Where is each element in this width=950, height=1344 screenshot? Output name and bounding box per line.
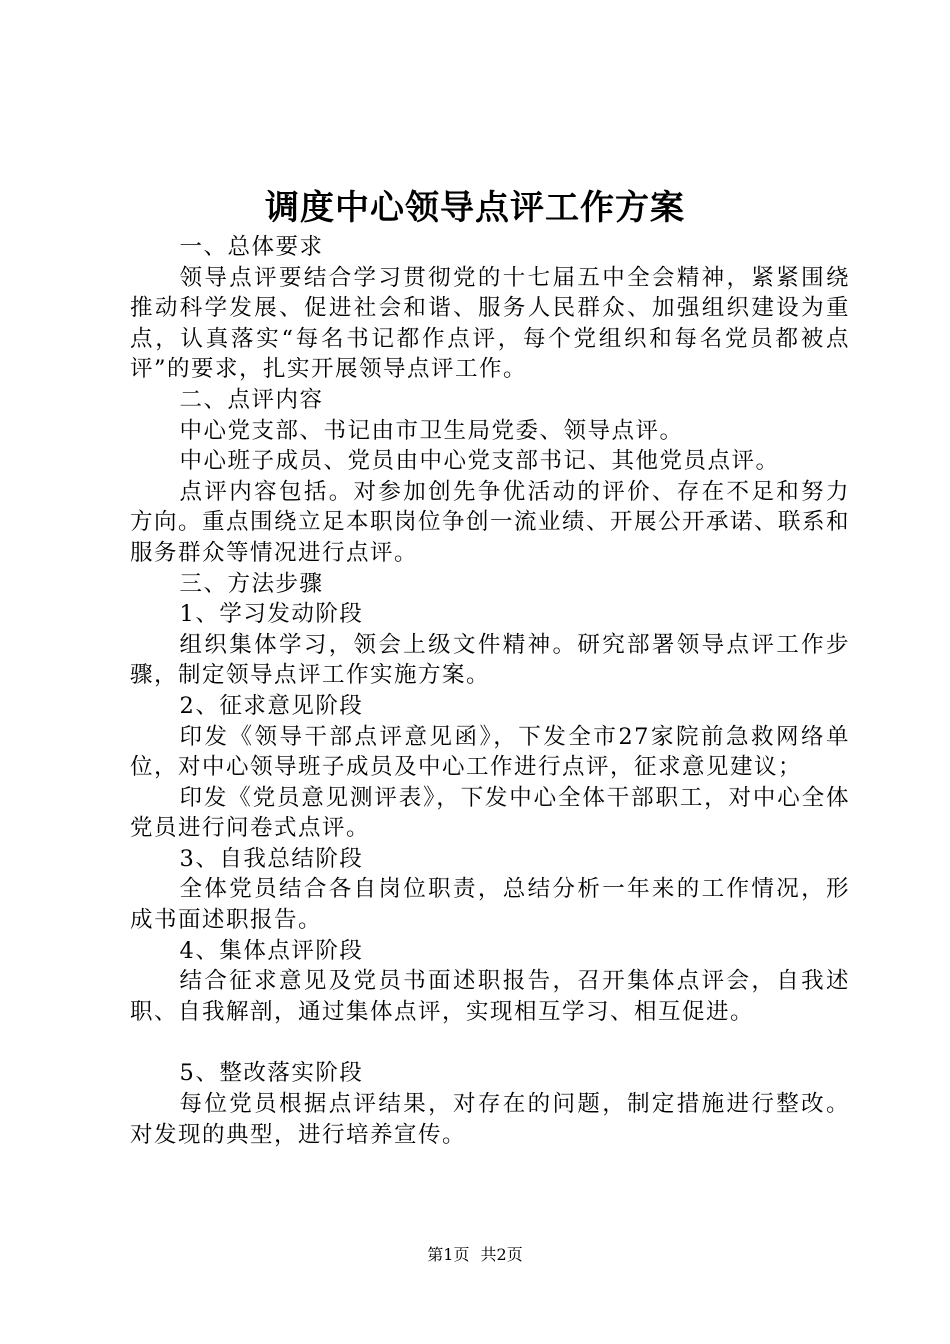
document-title: 调度中心领导点评工作方案	[265, 188, 685, 228]
section-heading: 二、点评内容	[179, 386, 324, 413]
step-heading: 1、学习发动阶段	[179, 601, 364, 628]
paragraph: 点评内容包括。对参加创先争优活动的评价、存在不足和努力方向。重点围绕立足本职岗位争创一流业绩、开展公开承诺、联系和服务群众等情况进行点评。	[130, 478, 851, 566]
section-heading: 三、方法步骤	[179, 570, 324, 597]
document-body	[130, 232, 850, 1150]
paragraph: 全体党员结合各自岗位职责，总结分析一年来的工作情况，形成书面述职报告。	[130, 876, 850, 934]
paragraph: 领导点评要结合学习贯彻党的十七届五中全会精神，紧紧围绕推动科学发展、促进社会和谐、服务人民群众、加强组织建设为重点，认真落实“每名书记都作点评，每个党组织和每名党员都被点评”的要求，扎实开展领导点评工作。	[130, 264, 850, 383]
paragraph: 组织集体学习，领会上级文件精神。研究部署领导点评工作步骤，制定领导点评工作实施方案。	[130, 631, 850, 689]
paragraph: 每位党员根据点评结果，对存在的问题，制定措施进行整改。对发现的典型，进行培养宣传。	[130, 1091, 850, 1148]
paragraph: 中心党支部、书记由市卫生局党委、领导点评。	[179, 417, 684, 444]
step-heading: 2、征求意见阶段	[179, 692, 364, 719]
section-heading: 一、总体要求	[179, 234, 324, 260]
page-footer	[0, 1244, 950, 1266]
step-heading: 4、集体点评阶段	[179, 937, 364, 964]
step-heading: 3、自我总结阶段	[179, 845, 364, 872]
paragraph: 结合征求意见及党员书面述职报告，召开集体点评会，自我述职、自我解剖，通过集体点评，实现相互学习、相互促进。	[130, 968, 850, 1025]
paragraph: 印发《党员意见测评表》，下发中心全体干部职工，对中心全体党员进行问卷式点评。	[130, 784, 850, 842]
paragraph: 中心班子成员、党员由中心党支部书记、其他党员点评。	[179, 448, 780, 475]
page-number: 第1页	[427, 1245, 470, 1264]
paragraph: 印发《领导干部点评意见函》，下发全市27家院前急救网络单位，对中心领导班子成员及中心工作进行点评，征求意见建议；	[130, 723, 850, 781]
step-heading: 5、整改落实阶段	[179, 1060, 364, 1087]
page-total: 共2页	[480, 1245, 523, 1264]
